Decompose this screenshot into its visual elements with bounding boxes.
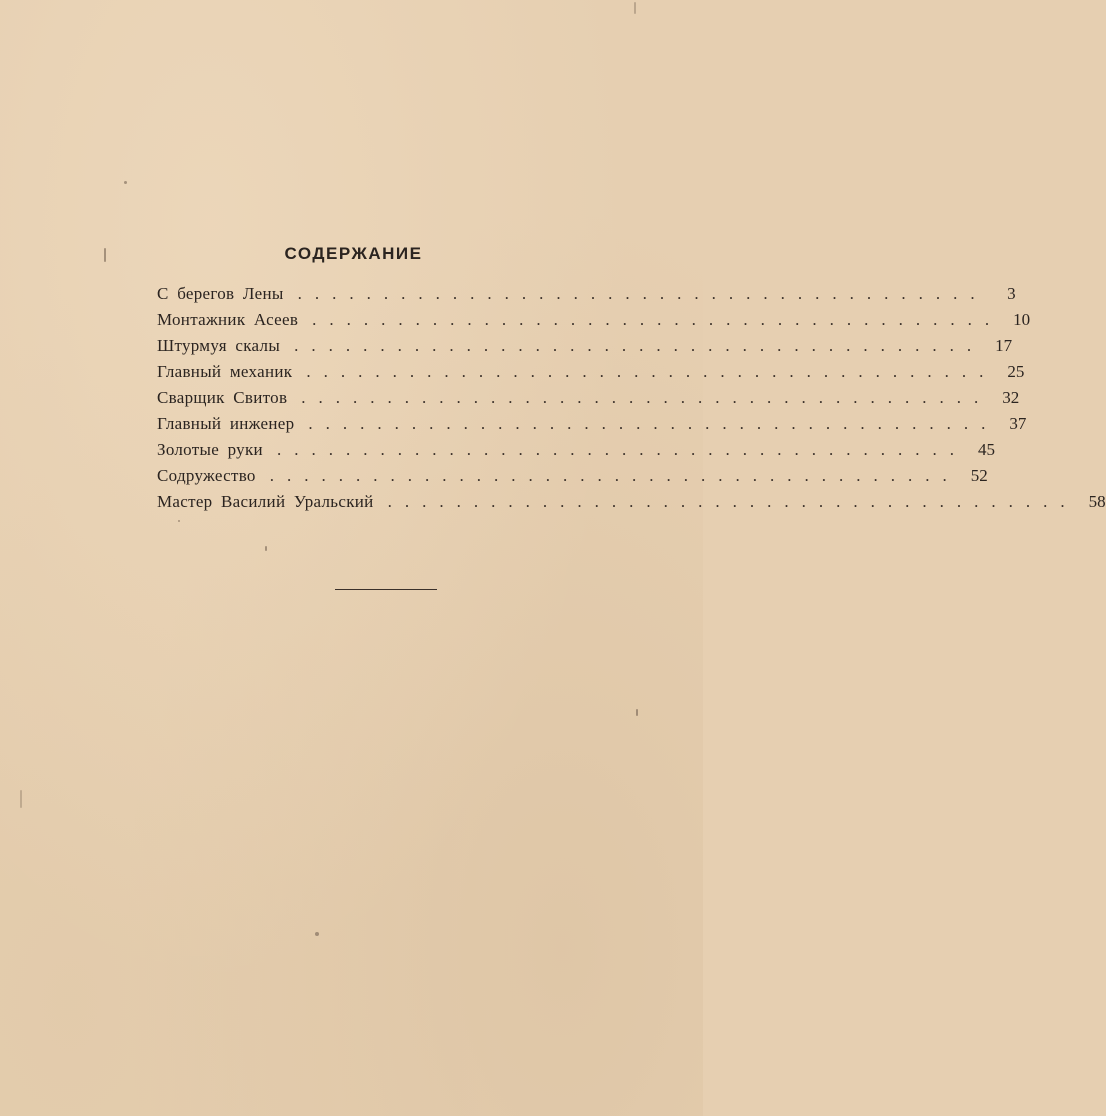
paper-speck [265, 546, 267, 551]
toc-entry-title: С берегов Лены [157, 284, 284, 303]
toc-dot-leader: ........................................ [387, 492, 1078, 511]
closing-rule [335, 589, 437, 590]
toc-entry-title: Сварщик Свитов [157, 388, 288, 407]
toc-entry [157, 489, 1106, 515]
toc-entry [157, 281, 1016, 307]
toc-entry-title: Главный механик [157, 362, 293, 381]
toc-entry-title: Мастер Василий Уральский [157, 492, 374, 511]
toc-entry-title: Главный инженер [157, 414, 295, 433]
toc-entry-title: Монтажник Асеев [157, 310, 299, 329]
toc-dot-leader: ........................................ [308, 414, 999, 433]
toc-entry-page: 37 [1009, 414, 1027, 433]
toc-entry-page: 3 [1007, 284, 1016, 303]
table-of-contents [157, 281, 1106, 515]
toc-dot-leader: ........................................ [301, 388, 992, 407]
toc-entry-page: 25 [1007, 362, 1025, 381]
toc-entry-title: Содружество [157, 466, 256, 485]
toc-entry-page: 52 [970, 466, 988, 485]
toc-dot-leader: ........................................ [297, 284, 988, 303]
toc-entry [157, 385, 1020, 411]
toc-entry-page: 45 [977, 440, 995, 459]
toc-entry-page: 17 [995, 336, 1013, 355]
paper-speck [20, 790, 22, 808]
paper-speck [124, 181, 127, 184]
toc-dot-leader: ........................................ [269, 466, 960, 485]
paper-speck [636, 709, 638, 716]
toc-entry [157, 411, 1027, 437]
toc-entry-title: Золотые руки [157, 440, 263, 459]
toc-entry [157, 359, 1025, 385]
toc-entry [157, 463, 988, 489]
paper-speck [634, 2, 636, 14]
toc-dot-leader: ........................................ [294, 336, 985, 355]
toc-heading: СОДЕРЖАНИЕ [284, 244, 423, 263]
toc-entry [157, 307, 1031, 333]
toc-entry-page: 32 [1002, 388, 1020, 407]
toc-entry [157, 437, 995, 463]
paper-speck [178, 520, 180, 522]
toc-dot-leader: ........................................ [276, 440, 967, 459]
toc-dot-leader: ........................................ [306, 362, 997, 381]
toc-entry-title: Штурмуя скалы [157, 336, 281, 355]
toc-entry-page: 58 [1088, 492, 1106, 511]
paper-speck [315, 932, 319, 936]
toc-dot-leader: ........................................ [312, 310, 1003, 329]
toc-entry [157, 333, 1013, 359]
toc-entry-page: 10 [1013, 310, 1031, 329]
